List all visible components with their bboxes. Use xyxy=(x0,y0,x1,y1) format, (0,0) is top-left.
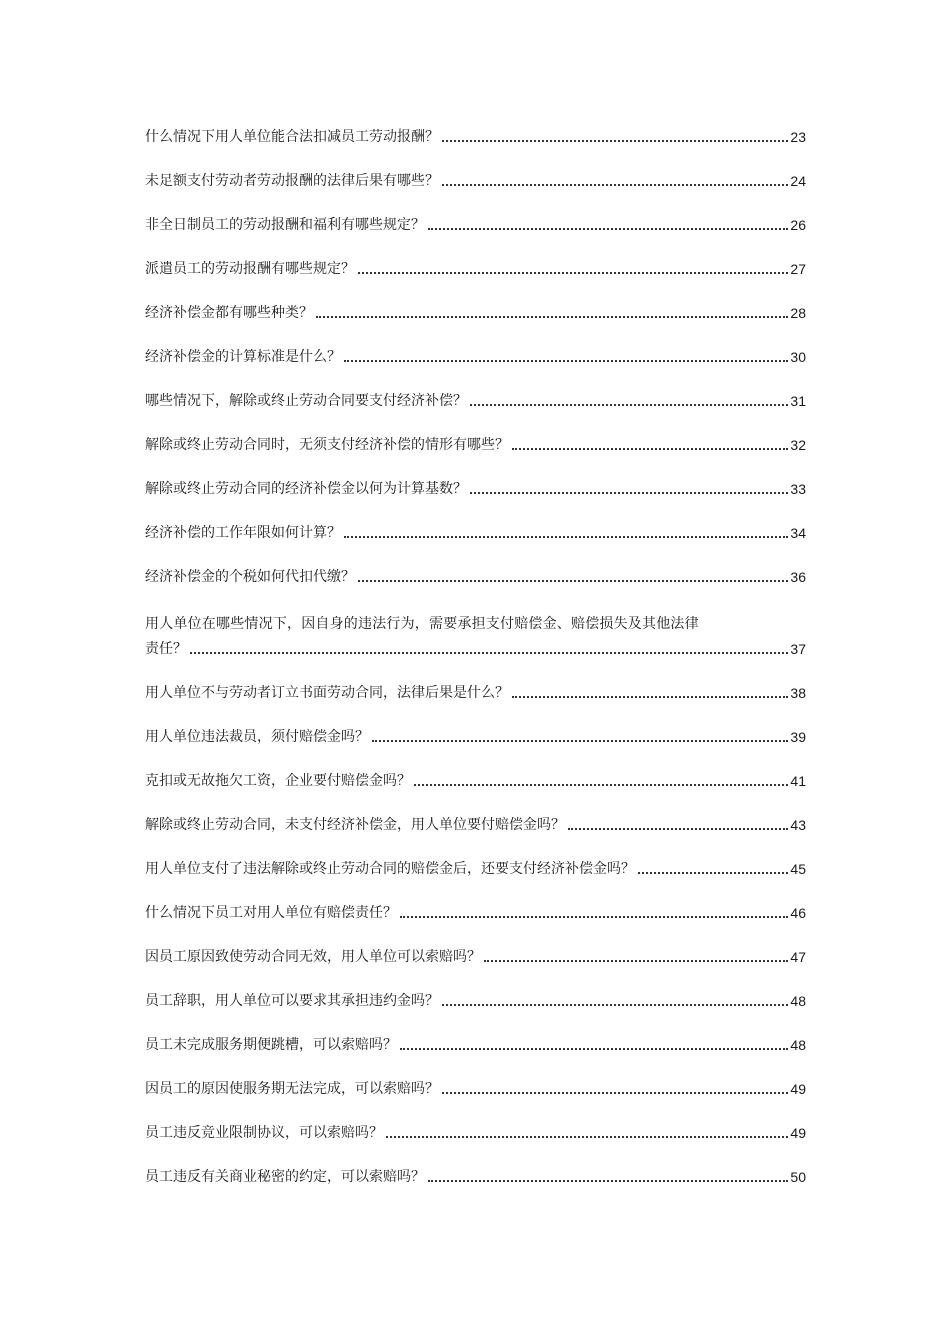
toc-entry[interactable] xyxy=(145,566,806,588)
toc-entry[interactable] xyxy=(145,390,806,412)
toc-dot-leader xyxy=(414,784,788,786)
toc-entry-title: 用人单位违法裁员，须付赔偿金吗？ xyxy=(145,729,369,745)
toc-entry[interactable] xyxy=(145,126,806,148)
toc-entry-title: 解除或终止劳动合同，未支付经济补偿金，用人单位要付赔偿金吗？ xyxy=(145,817,565,833)
toc-dot-leader xyxy=(386,1136,788,1138)
toc-dot-leader xyxy=(512,448,788,450)
toc-page-number: 27 xyxy=(790,261,806,277)
toc-page-number: 36 xyxy=(790,569,806,585)
toc-entry-title: 什么情况下用人单位能合法扣减员工劳动报酬？ xyxy=(145,129,439,145)
toc-page-number: 49 xyxy=(790,1081,806,1097)
toc-dot-leader xyxy=(316,316,788,318)
toc-dot-leader xyxy=(470,404,788,406)
toc-entry-title: 哪些情况下，解除或终止劳动合同要支付经济补偿？ xyxy=(145,393,467,409)
toc-page-number: 43 xyxy=(790,817,806,833)
toc-dot-leader xyxy=(358,580,788,582)
toc-entry[interactable] xyxy=(145,478,806,500)
toc-entry[interactable] xyxy=(145,990,806,1012)
toc-dot-leader xyxy=(638,872,788,874)
toc-entry-title: 员工违反竞业限制协议，可以索赔吗？ xyxy=(145,1125,383,1141)
toc-dot-leader xyxy=(344,360,788,362)
toc-entry-title: 未足额支付劳动者劳动报酬的法律后果有哪些？ xyxy=(145,173,439,189)
toc-entry-title: 用人单位在哪些情况下，因自身的违法行为，需要承担支付赔偿金、赔偿损失及其他法律 xyxy=(145,616,699,632)
toc-entry-title: 用人单位不与劳动者订立书面劳动合同，法律后果是什么？ xyxy=(145,685,509,701)
toc-page-number: 47 xyxy=(790,949,806,965)
toc-page-number: 24 xyxy=(790,173,806,189)
toc-entry-title: 解除或终止劳动合同的经济补偿金以何为计算基数？ xyxy=(145,481,467,497)
toc-page-number: 37 xyxy=(790,641,806,657)
toc-page-number: 33 xyxy=(790,481,806,497)
toc-entry[interactable] xyxy=(145,258,806,280)
toc-entry-title: 非全日制员工的劳动报酬和福利有哪些规定？ xyxy=(145,217,425,233)
toc-dot-leader xyxy=(428,228,788,230)
toc-dot-leader xyxy=(428,1180,788,1182)
toc-entry-title-continued: 责任？ xyxy=(145,641,187,657)
toc-entry[interactable] xyxy=(145,770,806,792)
toc-entry-title: 经济补偿金都有哪些种类？ xyxy=(145,305,313,321)
toc-page-number: 31 xyxy=(790,393,806,409)
toc-page-number: 30 xyxy=(790,349,806,365)
toc-entry-title: 克扣或无故拖欠工资，企业要付赔偿金吗？ xyxy=(145,773,411,789)
toc-dot-leader xyxy=(484,960,788,962)
toc-page-number: 38 xyxy=(790,685,806,701)
toc-entry-title: 员工违反有关商业秘密的约定，可以索赔吗？ xyxy=(145,1169,425,1185)
toc-entry[interactable] xyxy=(145,858,806,880)
toc-entry-title: 因员工的原因使服务期无法完成，可以索赔吗？ xyxy=(145,1081,439,1097)
toc-entry[interactable] xyxy=(145,814,806,836)
toc-entry-title: 员工未完成服务期便跳槽，可以索赔吗？ xyxy=(145,1037,397,1053)
toc-dot-leader xyxy=(358,272,788,274)
toc-entry[interactable] xyxy=(145,522,806,544)
toc-dot-leader xyxy=(372,740,788,742)
toc-entry-title: 经济补偿金的个税如何代扣代缴？ xyxy=(145,569,355,585)
toc-page-number: 48 xyxy=(790,1037,806,1053)
toc-entry[interactable] xyxy=(145,302,806,324)
table-of-contents xyxy=(145,126,806,1210)
toc-page-number: 46 xyxy=(790,905,806,921)
toc-entry[interactable] xyxy=(145,902,806,924)
toc-entry[interactable] xyxy=(145,434,806,456)
toc-entry-title: 员工辞职，用人单位可以要求其承担违约金吗？ xyxy=(145,993,439,1009)
toc-entry[interactable] xyxy=(145,726,806,748)
toc-dot-leader xyxy=(442,140,788,142)
toc-entry-title: 用人单位支付了违法解除或终止劳动合同的赔偿金后，还要支付经济补偿金吗？ xyxy=(145,861,635,877)
toc-page-number: 23 xyxy=(790,129,806,145)
toc-dot-leader xyxy=(442,184,788,186)
toc-page-number: 26 xyxy=(790,217,806,233)
toc-page-number: 39 xyxy=(790,729,806,745)
toc-entry-title: 派遣员工的劳动报酬有哪些规定？ xyxy=(145,261,355,277)
toc-page-number: 28 xyxy=(790,305,806,321)
toc-entry-title: 因员工原因致使劳动合同无效，用人单位可以索赔吗？ xyxy=(145,949,481,965)
toc-dot-leader xyxy=(470,492,788,494)
toc-entry-title: 解除或终止劳动合同时，无须支付经济补偿的情形有哪些？ xyxy=(145,437,509,453)
toc-entry[interactable] xyxy=(145,1078,806,1100)
toc-entry-continuation xyxy=(145,638,806,660)
toc-page-number: 41 xyxy=(790,773,806,789)
toc-entry[interactable] xyxy=(145,346,806,368)
toc-dot-leader xyxy=(190,652,788,654)
toc-entry[interactable] xyxy=(145,946,806,968)
toc-dot-leader xyxy=(400,1048,788,1050)
toc-entry[interactable] xyxy=(145,1166,806,1188)
toc-page-number: 48 xyxy=(790,993,806,1009)
toc-entry[interactable] xyxy=(145,170,806,192)
toc-entry[interactable] xyxy=(145,1034,806,1056)
toc-page-number: 50 xyxy=(790,1169,806,1185)
toc-entry[interactable] xyxy=(145,1122,806,1144)
toc-entry-title: 经济补偿的工作年限如何计算？ xyxy=(145,525,341,541)
toc-entry-title: 什么情况下员工对用人单位有赔偿责任？ xyxy=(145,905,397,921)
toc-entry[interactable] xyxy=(145,610,806,660)
toc-page-number: 45 xyxy=(790,861,806,877)
toc-dot-leader xyxy=(400,916,788,918)
toc-dot-leader xyxy=(344,536,788,538)
toc-page-number: 32 xyxy=(790,437,806,453)
toc-page-number: 49 xyxy=(790,1125,806,1141)
toc-entry-title: 经济补偿金的计算标准是什么？ xyxy=(145,349,341,365)
toc-dot-leader xyxy=(512,696,788,698)
toc-entry[interactable] xyxy=(145,214,806,236)
toc-dot-leader xyxy=(442,1004,788,1006)
toc-dot-leader xyxy=(442,1092,788,1094)
toc-entry[interactable] xyxy=(145,682,806,704)
toc-page-number: 34 xyxy=(790,525,806,541)
toc-dot-leader xyxy=(568,828,788,830)
